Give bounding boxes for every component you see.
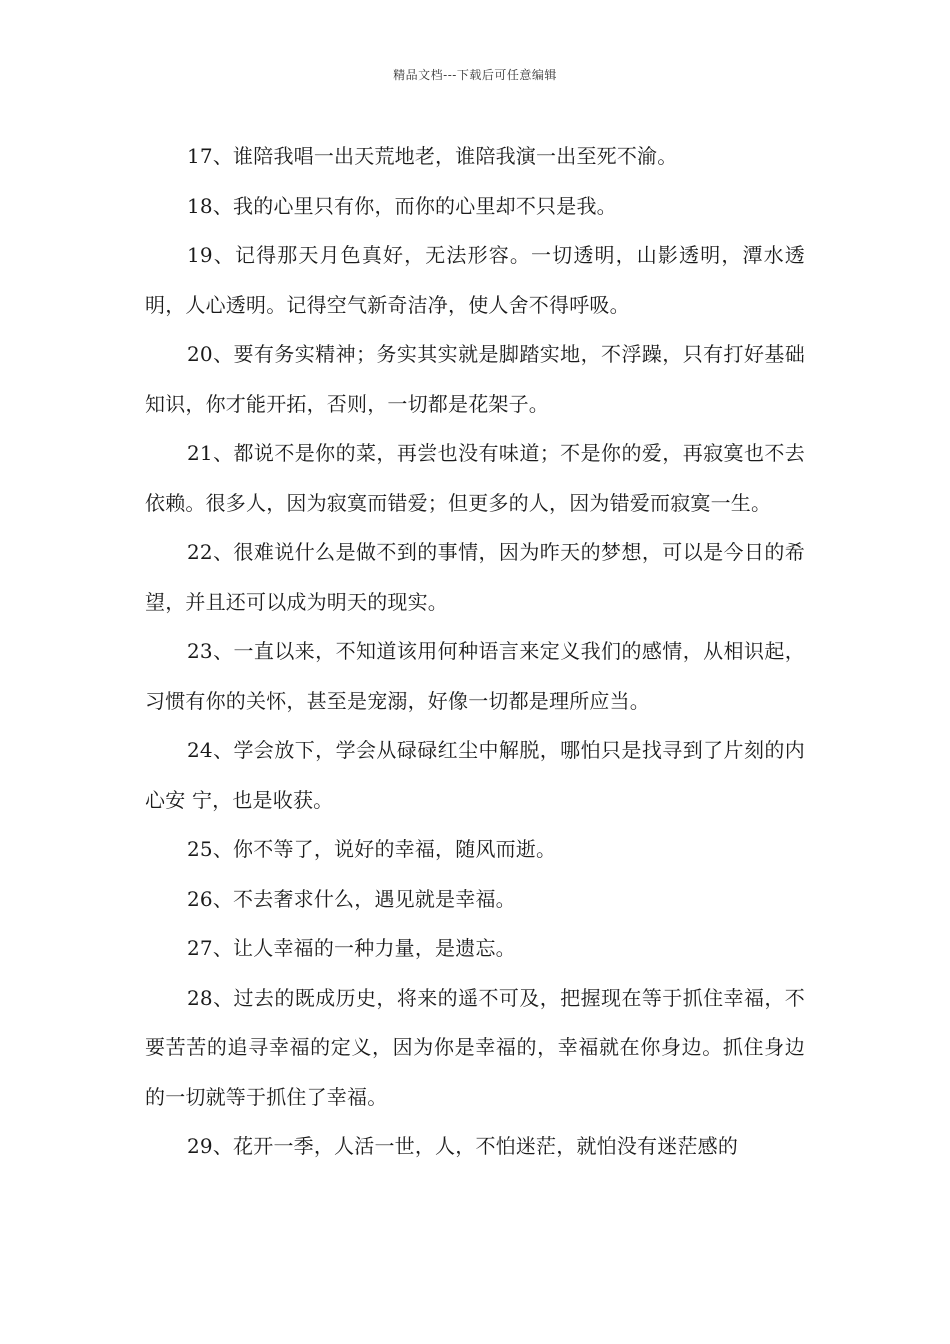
document-body (145, 132, 805, 1172)
paragraph-28: 28、过去的既成历史，将来的遥不可及，把握现在等于抓住幸福，不要苦苦的追寻幸福的定义，因为你是幸福的，幸福就在你身边。抓住身边的一切就等于抓住了幸福。 (145, 985, 805, 1109)
paragraph-20: 20、要有务实精神；务实其实就是脚踏实地，不浮躁，只有打好基础知识，你才能开拓，否则，一切都是花架子。 (145, 342, 805, 416)
paragraph-25: 25、你不等了，说好的幸福，随风而逝。 (187, 837, 557, 861)
paragraph-27: 27、让人幸福的一种力量，是遗忘。 (187, 936, 516, 960)
paragraph-21: 21、都说不是你的菜，再尝也没有味道；不是你的爱，再寂寞也不去依赖。很多人，因为寂寞而错爱；但更多的人，因为错爱而寂寞一生。 (145, 441, 805, 515)
paragraph-23: 23、一直以来，不知道该用何种语言来定义我们的感情，从相识起，习惯有你的关怀，甚至是宠溺，好像一切都是理所应当。 (145, 639, 805, 713)
paragraph-24: 24、学会放下，学会从碌碌红尘中解脱，哪怕只是找寻到了片刻的内心安 宁，也是收获。 (145, 738, 805, 812)
paragraph-18: 18、我的心里只有你，而你的心里却不只是我。 (187, 193, 617, 218)
paragraph-26: 26、不去奢求什么，遇见就是幸福。 (187, 886, 516, 911)
paragraph-19: 19、记得那天月色真好，无法形容。一切透明，山影透明，潭水透明，人心透明。记得空气新奇洁净，使人舍不得呼吸。 (145, 243, 805, 317)
paragraph-29: 29、花开一季，人活一世，人，不怕迷茫，就怕没有迷茫感的 (187, 1134, 739, 1158)
paragraph-22: 22、很难说什么是做不到的事情，因为昨天的梦想，可以是今日的希望，并且还可以成为明天的现实。 (145, 540, 805, 614)
page-header: 精品文档---下载后可任意编辑 (393, 68, 557, 82)
paragraph-17: 17、谁陪我唱一出天荒地老，谁陪我演一出至死不渝。 (187, 144, 678, 168)
